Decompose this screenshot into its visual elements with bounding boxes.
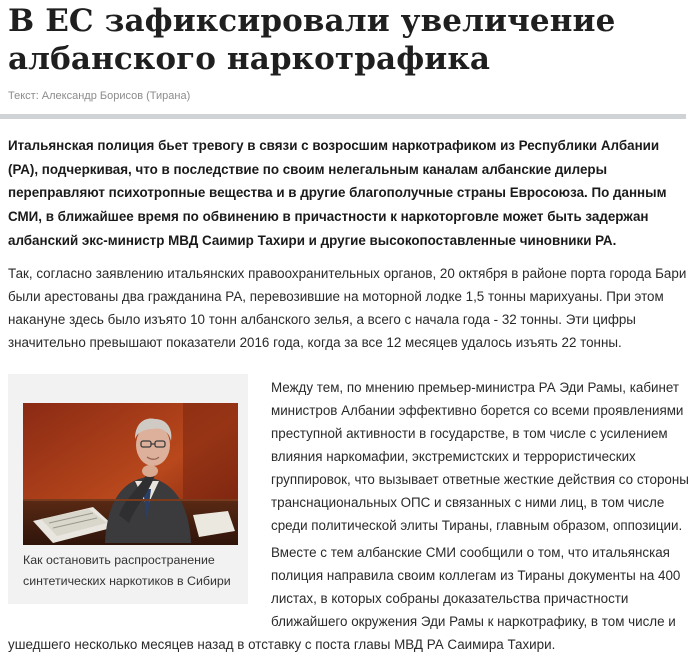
article-paragraph: Так, согласно заявлению итальянских правоохранительных органов, 20 октября в районе порта города Бари были арестованы два гражданина РА, перевозившие на моторной лодке 1,5 тонны марихуаны. При этом накануне здесь было изъято 10 тонн албанского зелья, а всего с начала года - 32 тонны. Эти цифры значительно превышают показатели 2016 года, когда за все 12 месяцев удалось изъять 22 тонны.	[8, 266, 687, 350]
article-byline: Текст: Александр Борисов (Тирана)	[8, 90, 191, 102]
float-spacer	[8, 541, 271, 633]
article-paragraph: Между тем, по мнению премьер-министра РА Эди Рамы, кабинет министров Албании эффективно борется со всеми проявлениями преступной активности в государстве, в том числе с усилением влияния наркомафии, экстремистских и террористических группировок, что вызывает ответные жесткие действия со стороны транснациональных ОПС и связанных с ними лиц, в том числе среди политической элиты Тираны, главным образом, оппозиции.	[271, 380, 689, 533]
article-title: В ЕС зафиксировали увеличение албанского наркотрафика	[8, 3, 616, 77]
related-article-caption[interactable]: Как остановить распространение синтетических наркотиков в Сибири	[23, 553, 231, 588]
title-divider	[0, 114, 686, 119]
related-article-photo[interactable]	[23, 403, 238, 545]
man-at-desk-photo-image	[23, 403, 238, 545]
article-paragraph-wrapped	[8, 541, 690, 656]
article-paragraph-text: Вместе с тем албанские СМИ сообщили о том, что итальянская полиция направила своим коллегам из Тираны документы на 400 листах, в которых собраны доказательства причастности ближайшего окружения Эди Рамы к наркотрафику, в том числе и ушедшего несколько месяцев назад в отставку с поста главы МВД РА Саимира Тахири.	[8, 545, 681, 652]
article-lead: Итальянская полиция бьет тревогу в связи с возросшим наркотрафиком из Республики Албании (РА), подчеркивая, что в последствие по своим нелегальным каналам албанские дилеры переправляют психотропные вещества и в другие благополучные страны Евросоюза. По данным СМИ, в ближайшее время по обвинению в причастности к наркоторговле может быть задержан албанский экс-министр МВД Саимир Тахири и другие высокопоставленные чиновники РА.	[8, 138, 667, 248]
